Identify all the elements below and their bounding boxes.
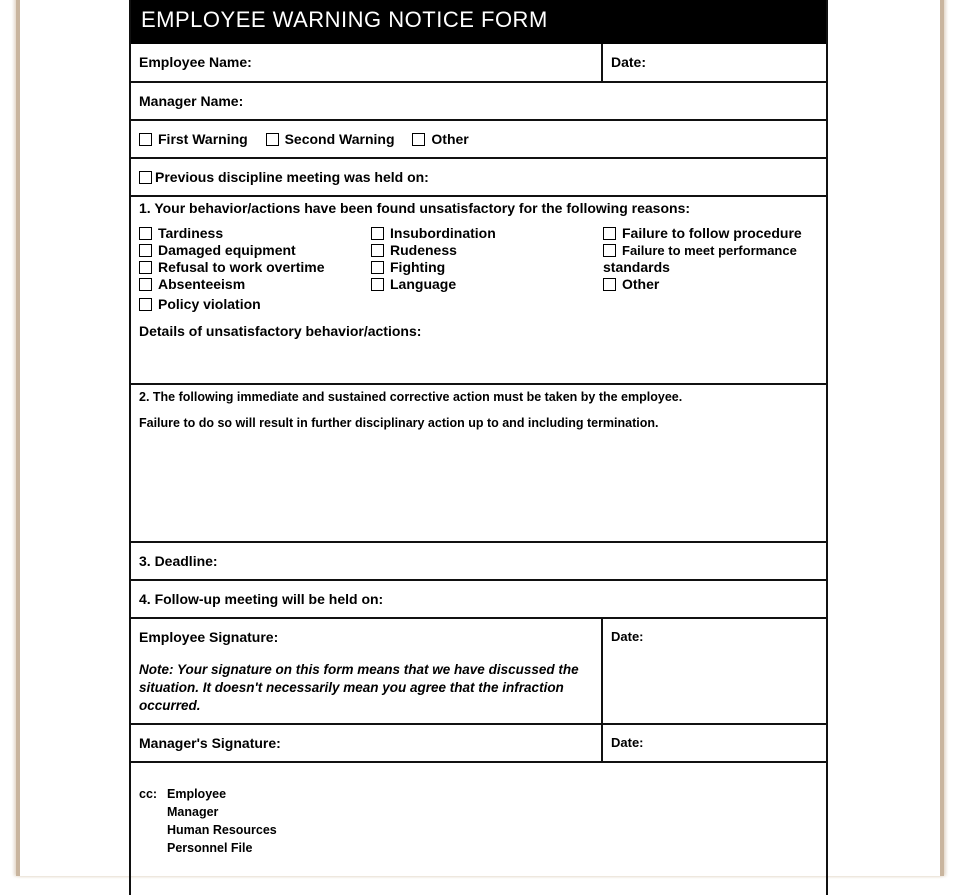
previous-meeting-row: Previous discipline meeting was held on: xyxy=(131,159,826,197)
employee-signature-row xyxy=(131,619,826,725)
reasons-column-1 xyxy=(139,225,371,313)
second-warning-checkbox[interactable] xyxy=(266,133,279,146)
previous-meeting-checkbox[interactable] xyxy=(139,171,152,184)
reason-failure-standards-cont: standards xyxy=(603,259,670,275)
follow-up-meeting-field[interactable]: 4. Follow-up meeting will be held on: xyxy=(131,581,826,619)
reason-refusal-overtime[interactable]: Refusal to work overtime xyxy=(139,259,371,276)
employee-signature-label: Employee Signature: xyxy=(139,629,279,645)
cc-recipient: Manager xyxy=(167,805,219,819)
manager-date-field[interactable]: Date: xyxy=(611,735,644,750)
reason-absenteeism[interactable]: Absenteeism xyxy=(139,276,371,293)
reason-language[interactable]: Language xyxy=(371,276,603,293)
warning-notice-form xyxy=(129,0,828,895)
employee-name-field[interactable]: Employee Name: xyxy=(131,44,603,81)
section-2-line-1: 2. The following immediate and sustained corrective action must be taken by the employee. xyxy=(139,390,683,404)
cc-recipient: Personnel File xyxy=(167,841,253,855)
signature-note: Note: Your signature on this form means that we have discussed the situation. It doesn't necessarily mean you agree that the infraction occurred. xyxy=(139,662,579,713)
date-field[interactable]: Date: xyxy=(611,54,647,70)
reasons-column-3 xyxy=(603,225,818,313)
employee-signature-field[interactable] xyxy=(131,619,603,723)
reason-rudeness[interactable]: Rudeness xyxy=(371,242,603,259)
cc-label: cc: xyxy=(139,787,158,801)
section-1-reasons xyxy=(131,197,826,385)
manager-signature-field[interactable]: Manager's Signature: xyxy=(131,725,603,761)
first-warning-checkbox[interactable] xyxy=(139,133,152,146)
cc-block xyxy=(131,763,826,895)
section-1-heading: 1. Your behavior/actions have been found unsatisfactory for the following reasons: xyxy=(139,200,691,216)
section-2-line-2: Failure to do so will result in further disciplinary action up to and including termination. xyxy=(139,416,659,430)
reason-failure-standards[interactable]: Failure to meet performance xyxy=(603,242,818,259)
other-warning-checkbox[interactable] xyxy=(412,133,425,146)
reason-fighting[interactable]: Fighting xyxy=(371,259,603,276)
reason-damaged-equipment[interactable]: Damaged equipment xyxy=(139,242,371,259)
employee-name-row xyxy=(131,44,826,83)
employee-date-label: Date: xyxy=(611,629,644,644)
first-warning-option[interactable]: First Warning xyxy=(139,131,248,147)
reason-tardiness[interactable]: Tardiness xyxy=(139,225,371,242)
cc-recipient: Human Resources xyxy=(167,823,277,837)
section-2-corrective-action[interactable] xyxy=(131,385,826,543)
second-warning-option[interactable]: Second Warning xyxy=(266,131,395,147)
details-label: Details of unsatisfactory behavior/actions: xyxy=(139,323,422,339)
warning-type-row xyxy=(131,121,826,159)
other-warning-option[interactable]: Other xyxy=(412,131,468,147)
reason-policy-violation[interactable]: Policy violation xyxy=(139,296,371,313)
deadline-field[interactable]: 3. Deadline: xyxy=(131,543,826,581)
manager-name-field[interactable]: Manager Name: xyxy=(131,83,826,121)
cc-recipient: Employee xyxy=(167,787,227,801)
form-title: EMPLOYEE WARNING NOTICE FORM xyxy=(131,0,826,44)
reasons-column-2 xyxy=(371,225,603,313)
reason-other[interactable]: Other xyxy=(603,276,818,293)
employee-date-field[interactable] xyxy=(603,619,826,723)
reason-insubordination[interactable]: Insubordination xyxy=(371,225,603,242)
manager-signature-row xyxy=(131,725,826,763)
reason-failure-procedure[interactable]: Failure to follow procedure xyxy=(603,225,818,242)
